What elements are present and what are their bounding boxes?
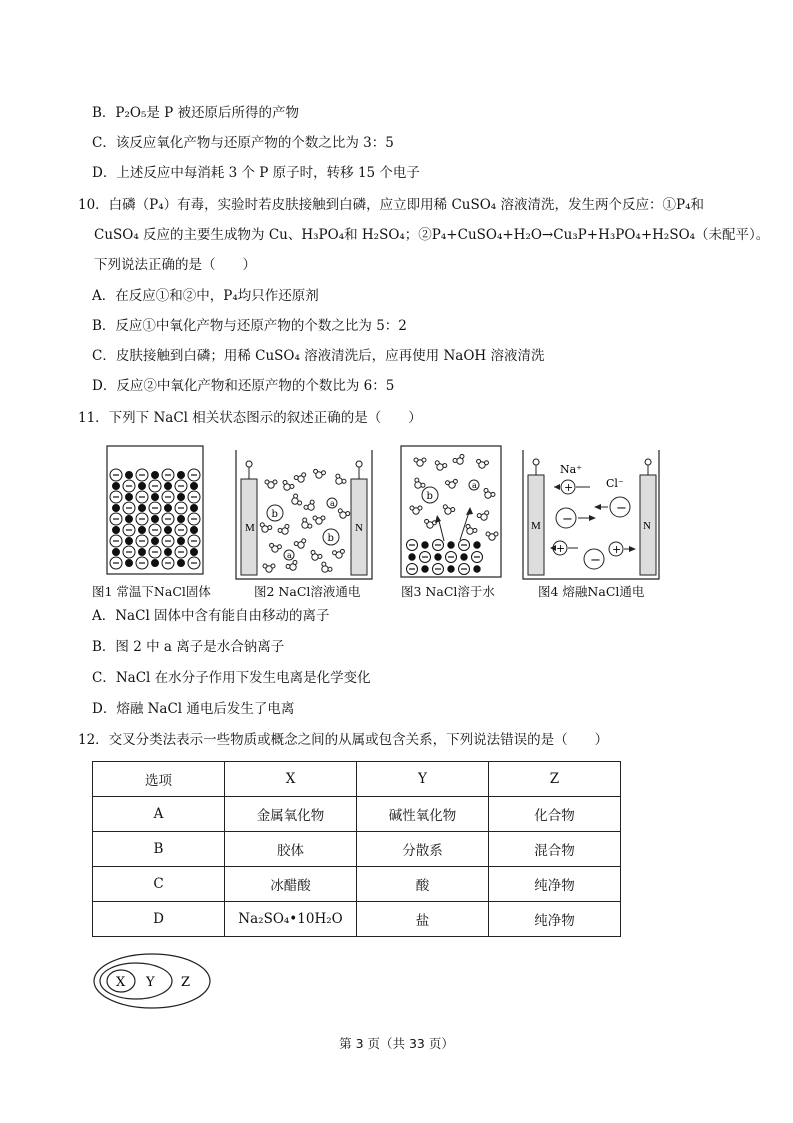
table-cell: 分散系 (357, 832, 489, 867)
table-cell: 混合物 (489, 832, 621, 867)
cl-ion-label: Cl⁻ (606, 477, 624, 490)
q10-option-c: C．皮肤接触到白磷；用稀 CuSO₄ 溶液清洗后，应再使用 NaOH 溶液清洗 (92, 348, 545, 364)
ion-b-label-2: b (327, 533, 334, 544)
q12-stem: 12．交叉分类法表示一些物质或概念之间的从属或包含关系，下列说法错误的是（ ） (78, 732, 609, 748)
figure1-nacl-solid (106, 445, 204, 575)
ion-b-label: b (271, 509, 278, 520)
q9-option-c: C．该反应氧化产物与还原产物的个数之比为 3：5 (92, 135, 394, 151)
anion-sign: − (616, 501, 627, 516)
table-cell: 纯净物 (489, 867, 621, 902)
diagram-z-label: Z (181, 975, 191, 990)
q9-option-b: B．P₂O₅是 P 被还原后所得的产物 (92, 105, 300, 121)
table-row (93, 797, 621, 832)
fig4-electrode-m-label: M (531, 520, 541, 532)
diagram-x-label: X (116, 975, 126, 990)
fig4-electrode-n-label: N (643, 520, 651, 532)
table-row (93, 832, 621, 867)
table-cell: 冰醋酸 (225, 867, 357, 902)
figure4-molten-nacl (522, 445, 660, 580)
table-cell: Z (489, 762, 621, 797)
q10-stem-line2: CuSO₄ 反应的主要生成物为 Cu、H₃PO₄和 H₂SO₄；②P₄+CuSO₄+H₂O→Cu₃P+H₃PO₄+H₂SO₄（未配平）。 (94, 227, 770, 243)
table-row (93, 902, 621, 937)
q11-option-d: D．熔融 NaCl 通电后发生了电离 (92, 701, 295, 717)
q10-option-b: B．反应①中氧化产物与还原产物的个数之比为 5：2 (92, 318, 407, 334)
electrode-n-label: N (355, 522, 363, 534)
fig3-ion-b-label: b (426, 491, 433, 502)
cation-sign-3: + (612, 543, 622, 556)
table-row (93, 867, 621, 902)
table-cell: 碱性氧化物 (357, 797, 489, 832)
cation-sign-2: + (556, 542, 566, 555)
table-cell: 盐 (357, 902, 489, 937)
ion-a-label: a (330, 499, 335, 508)
electrode-m-label: M (245, 522, 255, 534)
table-cell: C (93, 867, 225, 902)
figure1-caption: 图1 常温下NaCl固体 (92, 584, 211, 599)
q10-option-d: D．反应②中氧化产物和还原产物的个数比为 6：5 (92, 378, 395, 394)
q11-option-a: A．NaCl 固体中含有能自由移动的离子 (92, 608, 330, 624)
table-header-row (93, 762, 621, 797)
table-cell: 纯净物 (489, 902, 621, 937)
table-cell: 酸 (357, 867, 489, 902)
figure3-caption: 图3 NaCl溶于水 (401, 584, 495, 599)
xyz-nested-diagram (92, 951, 214, 1011)
table-cell: Y (357, 762, 489, 797)
table-cell: 胶体 (225, 832, 357, 867)
classification-table (92, 761, 621, 937)
figure2-nacl-solution (235, 445, 373, 580)
q11-stem: 11．下列下 NaCl 相关状态图示的叙述正确的是（ ） (78, 410, 422, 426)
q10-stem-line3: 下列说法正确的是（ ） (94, 257, 256, 273)
cation-sign: + (564, 481, 574, 494)
anion-sign-2: − (562, 512, 573, 527)
table-cell: A (93, 797, 225, 832)
table-cell: 金属氧化物 (225, 797, 357, 832)
table-cell: X (225, 762, 357, 797)
ion-a-label-2: a (287, 551, 292, 560)
q10-stem-line1: 10．白磷（P₄）有毒，实验时若皮肤接触到白磷，应立即用稀 CuSO₄ 溶液清洗，发生两个反应：①P₄和 (78, 197, 705, 213)
table-cell: Na₂SO₄•10H₂O (225, 902, 357, 937)
figure3-nacl-dissolving (400, 445, 502, 578)
fig3-ion-a-label: a (472, 481, 477, 490)
table-cell: D (93, 902, 225, 937)
figure4-caption: 图4 熔融NaCl通电 (538, 584, 645, 599)
table-cell: B (93, 832, 225, 867)
diagram-y-label: Y (146, 975, 155, 990)
table-cell: 化合物 (489, 797, 621, 832)
anion-sign-3: − (590, 553, 601, 568)
page-footer: 第 3 页（共 33 页） (339, 1036, 454, 1051)
table-cell: 选项 (93, 762, 225, 797)
q11-option-c: C．NaCl 在水分子作用下发生电离是化学变化 (92, 670, 371, 686)
na-ion-label: Na⁺ (560, 463, 582, 476)
figure2-caption: 图2 NaCl溶液通电 (254, 584, 361, 599)
q9-option-d: D．上述反应中每消耗 3 个 P 原子时，转移 15 个电子 (92, 165, 420, 181)
q11-option-b: B．图 2 中 a 离子是水合钠离子 (92, 639, 285, 655)
q10-option-a: A．在反应①和②中，P₄均只作还原剂 (92, 288, 319, 304)
